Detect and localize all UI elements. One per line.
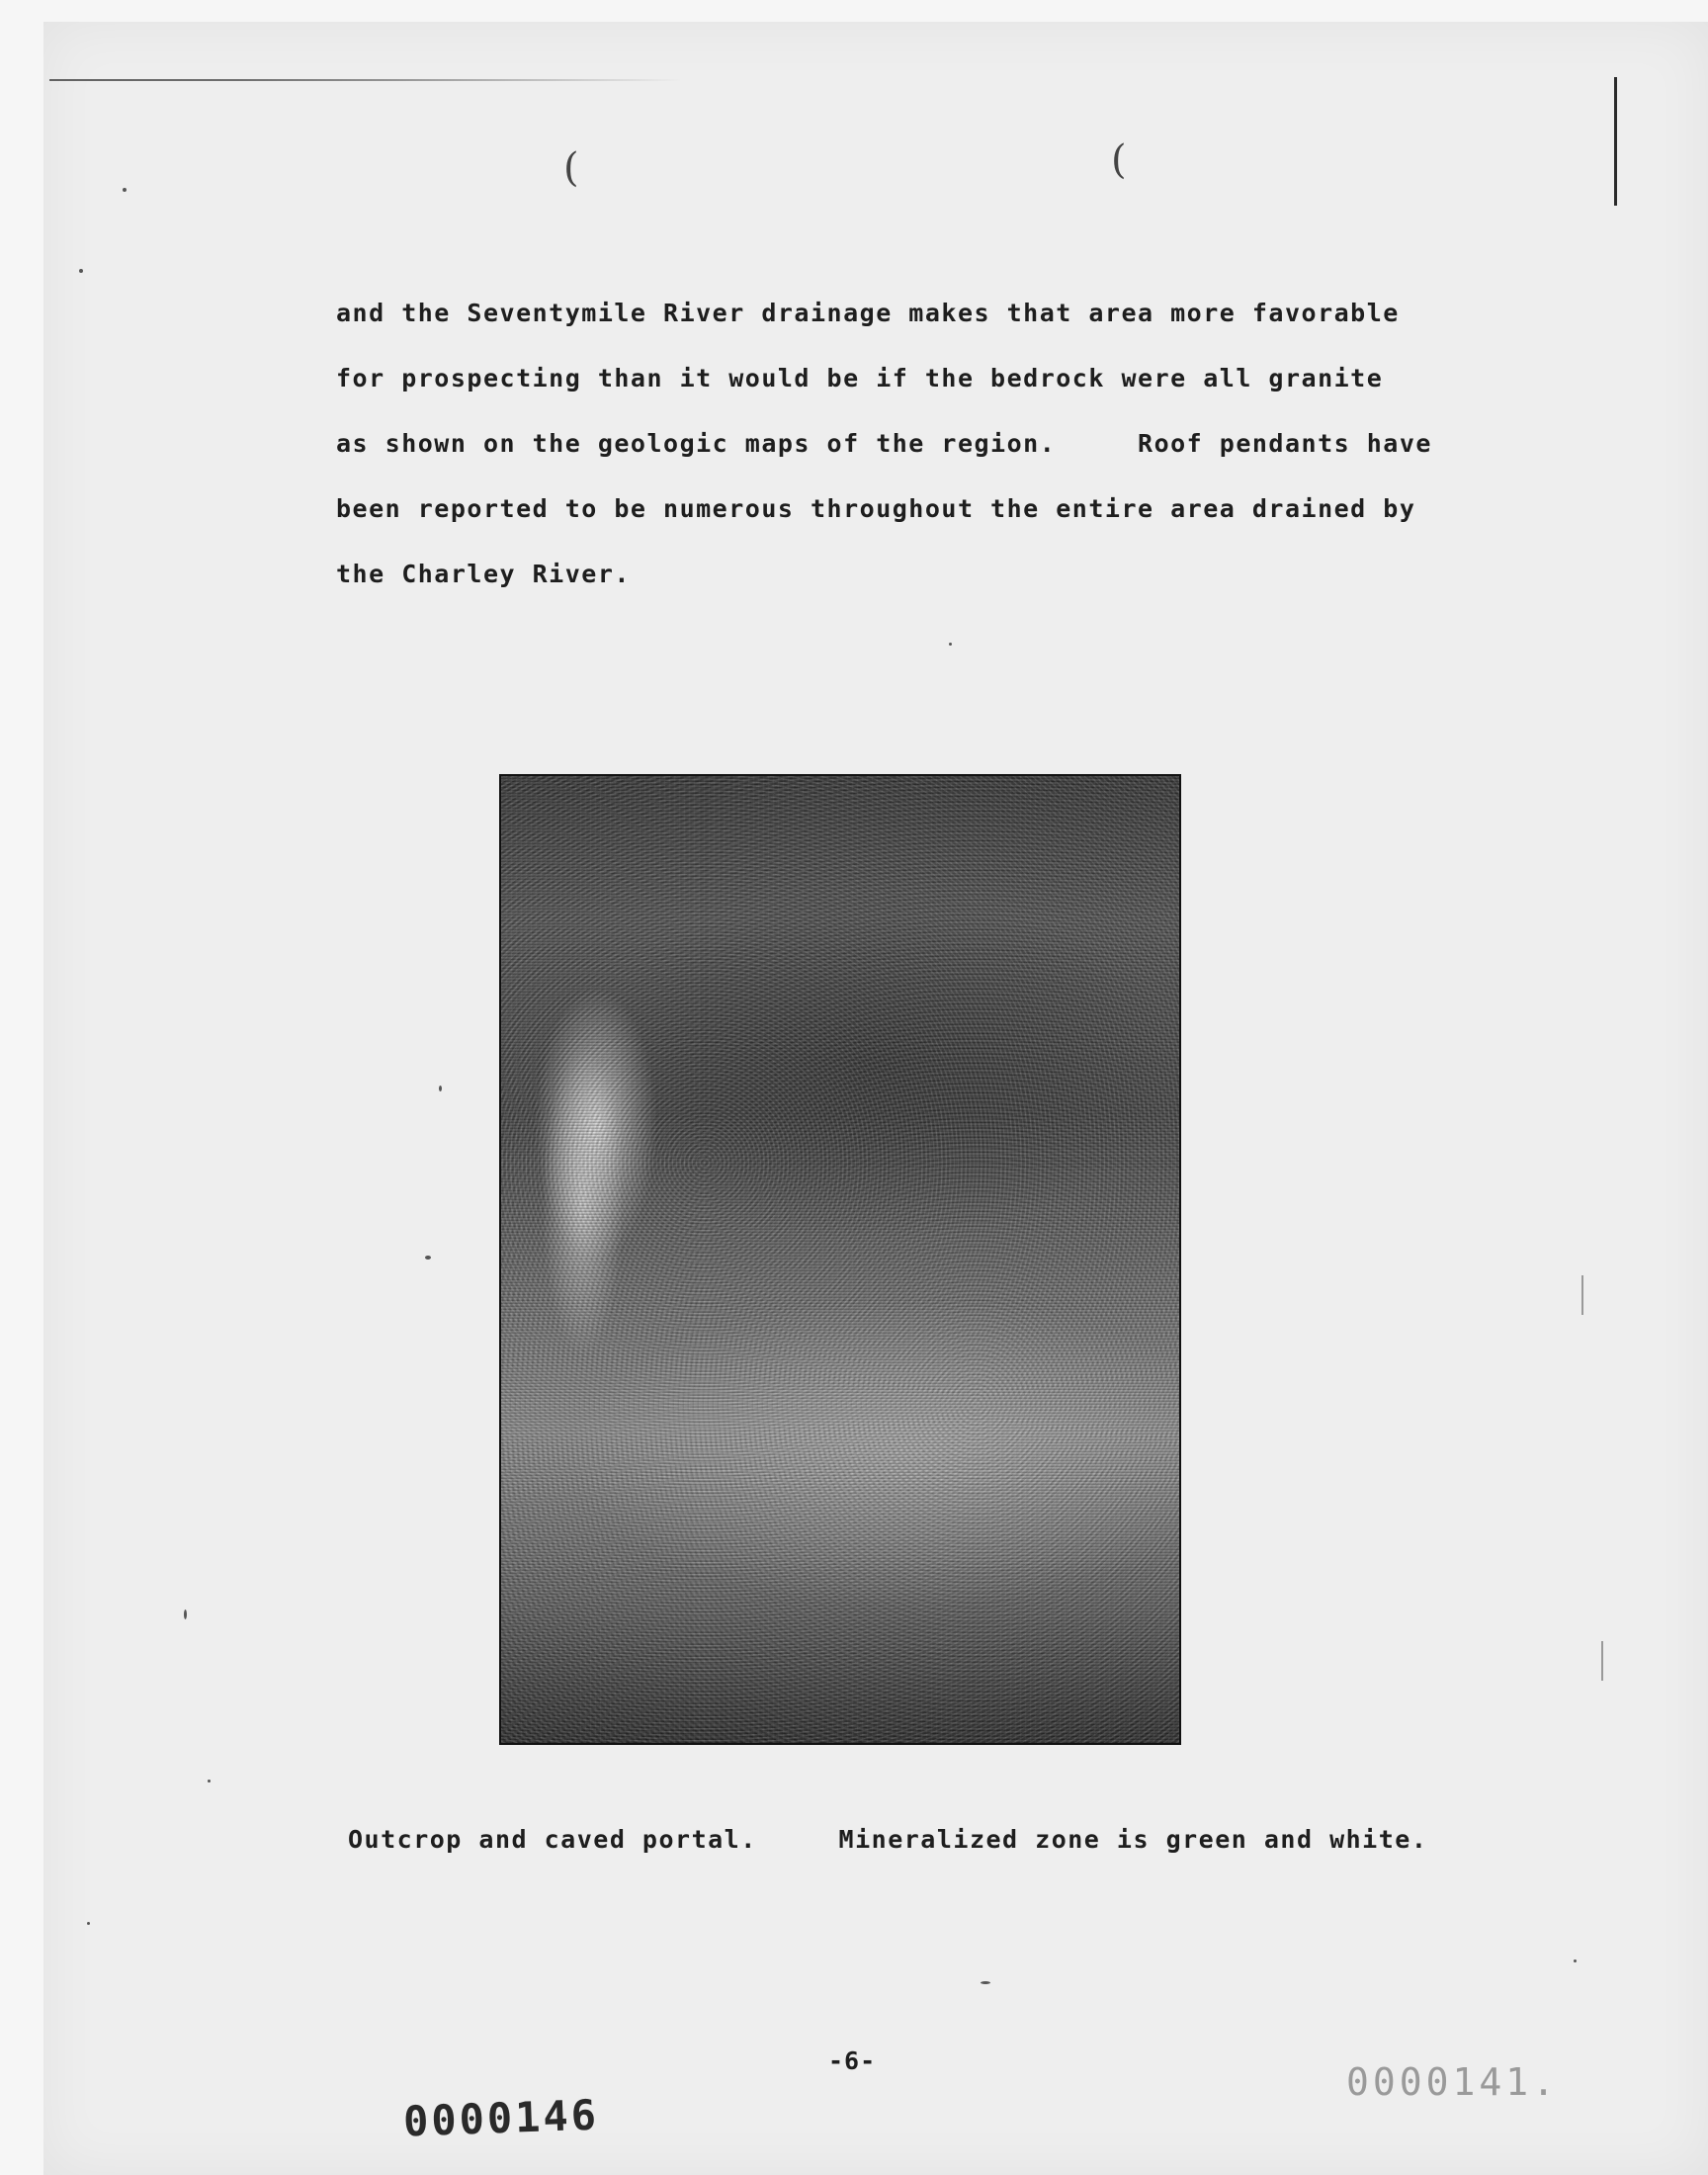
scan-speck (1581, 1275, 1583, 1315)
top-rule (49, 79, 682, 81)
scan-speck (981, 1981, 990, 1984)
scan-speck (79, 269, 83, 273)
scan-speck (1574, 1959, 1577, 1962)
scan-mark: ( (563, 145, 579, 191)
scan-speck (425, 1256, 431, 1260)
scan-speck (87, 1922, 90, 1925)
margin-rule (1614, 77, 1617, 206)
scan-speck (208, 1780, 211, 1783)
body-line: been reported to be numerous throughout the entire area drained by (336, 494, 1416, 523)
figure-caption: Outcrop and caved portal. Mineralized zone is green and white. (348, 1825, 1428, 1854)
scan-mark: ( (1111, 137, 1127, 183)
body-line: the Charley River. (336, 560, 631, 588)
scan-speck (949, 643, 952, 646)
scan-speck (123, 188, 127, 192)
scan-speck (1601, 1641, 1603, 1681)
body-line: and the Seventymile River drainage makes that area more favorable (336, 299, 1400, 327)
document-id-stamp: 0000141. (1346, 2060, 1560, 2104)
document-id-stamp: 0000146 (402, 2090, 600, 2146)
body-line: for prospecting than it would be if the bedrock were all granite (336, 364, 1384, 392)
page-number: -6- (828, 2046, 877, 2075)
scan-speck (439, 1086, 442, 1091)
body-paragraph (336, 281, 1443, 607)
scan-speck (184, 1610, 187, 1619)
body-line: as shown on the geologic maps of the region. Roof pendants have (336, 429, 1432, 458)
outcrop-photograph (499, 774, 1181, 1745)
